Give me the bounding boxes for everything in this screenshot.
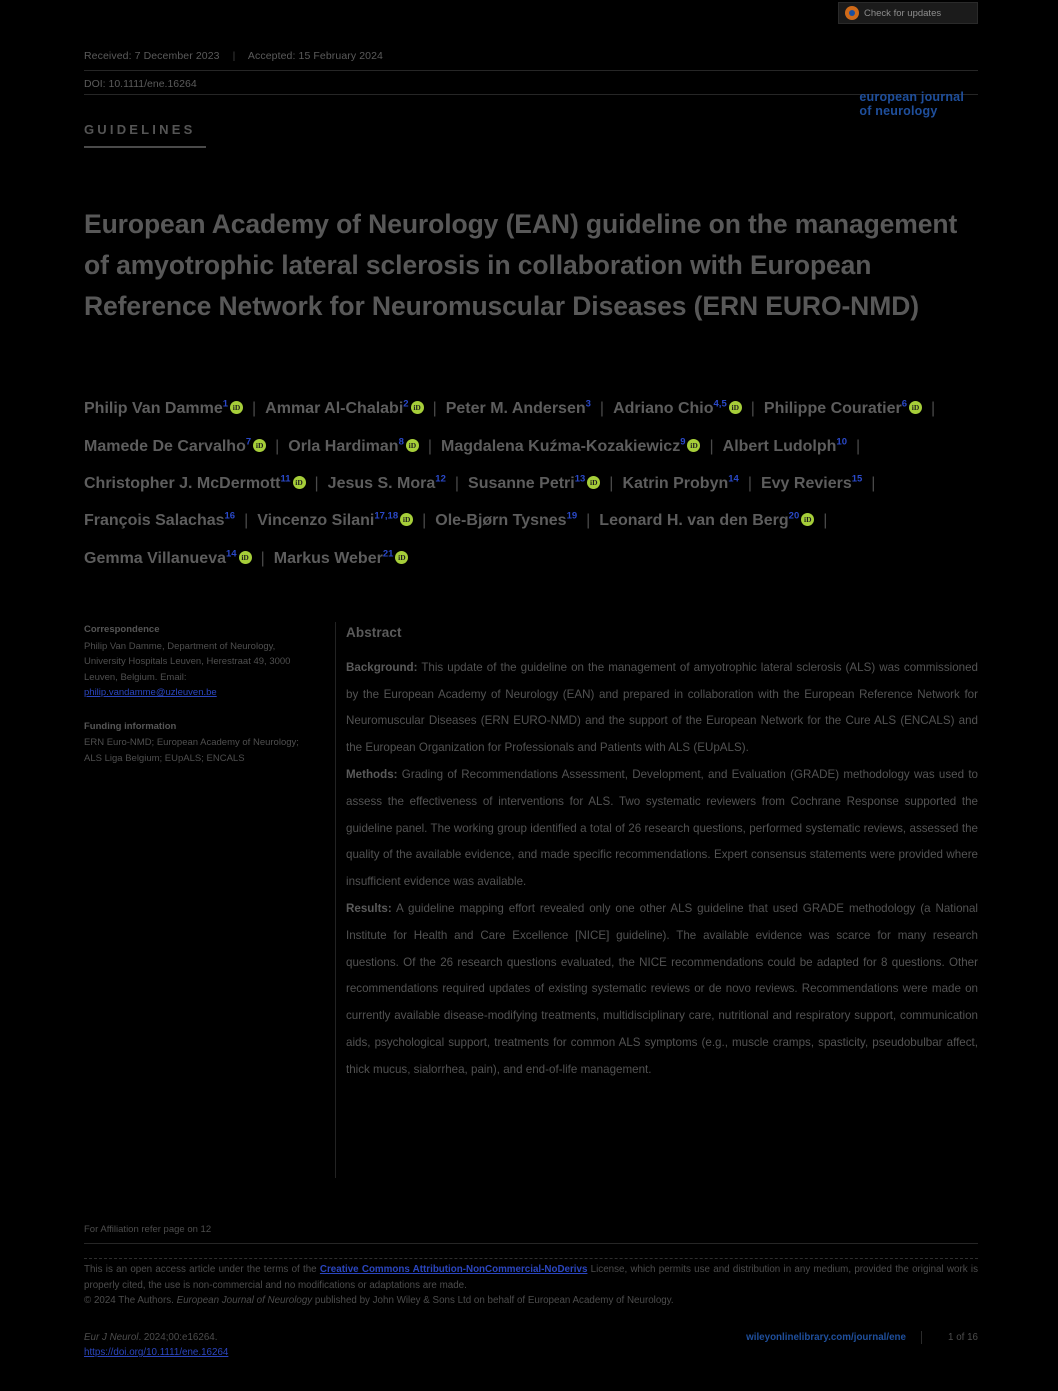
- author-affiliation-marker: 16: [224, 510, 236, 522]
- author-separator: |: [871, 474, 876, 492]
- author-15[interactable]: [84, 512, 235, 529]
- abstract-results: [346, 896, 978, 1084]
- doi-line: DOI: 10.1111/ene.16264: [84, 78, 197, 90]
- divider-top: [84, 70, 978, 71]
- author-affiliation-marker: 1: [222, 399, 229, 410]
- author-4[interactable]: [613, 400, 742, 417]
- author-name: Vincenzo Silani: [257, 512, 375, 530]
- author-name: Susanne Petri: [468, 474, 575, 492]
- author-name: Markus Weber: [273, 549, 383, 567]
- author-affiliation-marker: 3: [585, 399, 591, 410]
- orcid-icon[interactable]: [411, 401, 424, 414]
- author-affiliation-marker: 14: [226, 548, 237, 560]
- author-7[interactable]: [288, 438, 419, 455]
- author-separator: |: [823, 512, 828, 530]
- received-date: Received: 7 December 2023: [84, 50, 220, 62]
- doi-url-link[interactable]: https://doi.org/10.1111/ene.16264: [84, 1347, 229, 1358]
- author-name: Philippe Couratier: [763, 400, 902, 418]
- correspondence-block: [84, 622, 302, 701]
- correspondence-text: Philip Van Damme, Department of Neurology, University Hospitals Leuven, Herestraat 49, 3000 Leuven, Belgium.: [84, 640, 291, 683]
- divider-dashed: [84, 1258, 978, 1259]
- orcid-icon[interactable]: [293, 476, 306, 489]
- author-19[interactable]: [84, 550, 252, 567]
- footer-separator: [921, 1331, 922, 1344]
- abstract-section: [346, 620, 978, 1084]
- article-page: [84, 0, 978, 1391]
- author-separator: |: [252, 400, 257, 418]
- author-20[interactable]: [274, 550, 409, 567]
- page-number: 1 of 16: [948, 1332, 978, 1343]
- author-name: Adriano Chio: [613, 400, 714, 418]
- author-18[interactable]: [599, 512, 814, 529]
- copyright-post: published by John Wiley & Sons Ltd on behalf of European Academy of Neurology.: [312, 1295, 674, 1306]
- orcid-icon[interactable]: [239, 551, 252, 564]
- author-separator: |: [244, 512, 249, 530]
- author-affiliation-marker: 20: [788, 510, 800, 522]
- author-affiliation-marker: 11: [280, 473, 291, 485]
- author-8[interactable]: [441, 438, 700, 455]
- accepted-date: Accepted: 15 February 2024: [247, 50, 383, 62]
- author-separator: |: [750, 400, 755, 418]
- author-affiliation-marker: 15: [851, 473, 863, 485]
- author-name: Philip Van Damme: [84, 400, 223, 418]
- journal-url-link[interactable]: wileyonlinelibrary.com/journal/ene: [746, 1332, 906, 1343]
- author-name: Leonard H. van den Berg: [599, 512, 789, 530]
- funding-text: ERN Euro-NMD; European Academy of Neurology; ALS Liga Belgium; EUpALS; ENCALS: [84, 737, 299, 764]
- divider-under-doi: [84, 94, 978, 95]
- license-post: License, which permits use and distribution in any medium, provided the original work is properly cited, the use is non-commercial and no modifications or adaptations are made.: [84, 1264, 979, 1291]
- author-affiliation-marker: 17,18: [374, 510, 399, 522]
- author-affiliation-marker: 12: [435, 473, 446, 485]
- author-separator: |: [609, 474, 614, 492]
- section-label-underline: [84, 146, 206, 148]
- author-list: [84, 388, 978, 575]
- author-affiliation-marker: 21: [382, 548, 394, 560]
- journal-logo-line1: european journal: [859, 90, 964, 104]
- copyright-journal: European Journal of Neurology: [176, 1295, 313, 1306]
- author-separator: |: [747, 474, 752, 492]
- date-separator: |: [232, 50, 236, 62]
- orcid-icon[interactable]: [687, 439, 700, 452]
- author-name: Gemma Villanueva: [84, 549, 226, 567]
- orcid-icon[interactable]: [801, 513, 814, 526]
- author-separator: |: [432, 400, 437, 418]
- author-separator: |: [427, 437, 433, 455]
- author-name: Jesus S. Mora: [327, 474, 436, 492]
- author-name: Mamede De Carvalho: [84, 437, 246, 455]
- abstract-divider: [335, 622, 336, 1178]
- author-11[interactable]: [328, 475, 446, 492]
- abstract-background-text: This update of the guideline on the management of amyotrophic lateral sclerosis (ALS) was commissioned by the European Academy of Neurology (EAN) and prepared in collaboration with the European Reference Network for Neuromuscular Diseases (ERN EURO-NMD) and the support of the European Network for the Cure ALS (ENCALS) and the European Organization for Professionals and Patients with ALS (EUpALS).: [346, 660, 978, 755]
- author-5[interactable]: [764, 400, 922, 417]
- author-name: Christopher J. McDermott: [84, 474, 281, 492]
- email-link[interactable]: philip.vandamme@uzleuven.be: [84, 687, 217, 698]
- check-for-updates-badge[interactable]: [838, 2, 978, 24]
- funding-block: [84, 719, 302, 767]
- orcid-icon[interactable]: [909, 401, 922, 414]
- citation-detail: . 2024;00:e16264.: [138, 1332, 218, 1343]
- author-name: Magdalena Kuźma-Kozakiewicz: [441, 437, 681, 455]
- author-13[interactable]: [622, 475, 738, 492]
- abstract-results-label: Results:: [346, 901, 392, 915]
- author-12[interactable]: [468, 475, 600, 492]
- crossmark-icon: [845, 6, 859, 20]
- abstract-background: [346, 655, 978, 762]
- orcid-icon[interactable]: [400, 513, 413, 526]
- author-name: Ole-Bjørn Tysnes: [435, 512, 567, 530]
- abstract-background-label: Background:: [346, 660, 418, 674]
- journal-logo-line2: of neurology: [859, 104, 938, 119]
- citation-line: [84, 1330, 217, 1345]
- orcid-icon[interactable]: [230, 401, 243, 414]
- author-affiliation-marker: 19: [566, 510, 578, 522]
- author-separator: |: [586, 512, 591, 530]
- orcid-icon[interactable]: [253, 439, 266, 452]
- abstract-methods: [346, 762, 978, 896]
- affiliation-note: For Affiliation refer page on 12: [84, 1224, 212, 1235]
- citation-journal: Eur J Neurol: [84, 1332, 139, 1343]
- license-pre: This is an open access article under the terms of the: [84, 1264, 320, 1275]
- author-separator: |: [275, 437, 280, 455]
- author-name: Ammar Al-Chalabi: [265, 400, 404, 418]
- author-affiliation-marker: 8: [398, 436, 404, 448]
- author-separator: |: [454, 474, 460, 492]
- author-separator: |: [709, 437, 714, 455]
- author-separator: |: [314, 474, 319, 492]
- author-2[interactable]: [265, 400, 423, 417]
- author-affiliation-marker: 10: [836, 436, 847, 448]
- orcid-icon[interactable]: [406, 439, 419, 452]
- author-6[interactable]: [84, 438, 266, 455]
- author-name: Evy Reviers: [760, 474, 852, 492]
- author-separator: |: [422, 512, 427, 530]
- orcid-icon[interactable]: [587, 476, 600, 489]
- abstract-results-text: A guideline mapping effort revealed only one other ALS guideline that used GRADE methodology (a National Institute for Health and Care Excellence [NICE] guideline). The available evidence was scarce for many research questions. Of the 26 research questions evaluated, the NICE recommendations could be adapted for 8 questions. Other recommendations required updates of existing systematic reviews or de novo reviews. Recommendations were made on currently available disease-modifying treatments, multidisciplinary care, nutritional and respiratory support, communication aids, psychological support, treatments for common ALS symptoms (e.g., muscle cramps, spasticity, pseudobulbar affect, thick mucus, sialorrhea, pain), and end-of-life management.: [346, 901, 978, 1076]
- author-affiliation-marker: 13: [574, 473, 586, 485]
- author-affiliation-marker: 14: [728, 473, 739, 485]
- author-17[interactable]: [435, 512, 577, 529]
- author-separator: |: [930, 400, 936, 418]
- journal-logo: [859, 90, 964, 119]
- correspondence-column: [84, 622, 302, 784]
- email-label: Email:: [160, 671, 187, 683]
- author-1[interactable]: [84, 400, 243, 417]
- author-separator: |: [260, 549, 265, 567]
- author-name: Peter M. Andersen: [445, 400, 586, 418]
- correspondence-label: Correspondence: [84, 624, 160, 635]
- divider-footer: [84, 1243, 978, 1244]
- copyright-pre: © 2024 The Authors.: [84, 1295, 177, 1306]
- author-10[interactable]: [84, 475, 306, 492]
- author-9[interactable]: [723, 438, 847, 455]
- author-name: Orla Hardiman: [288, 437, 399, 455]
- author-name: François Salachas: [84, 512, 225, 530]
- author-separator: |: [855, 437, 861, 455]
- author-affiliation-marker: 7: [245, 436, 252, 448]
- abstract-heading: Abstract: [346, 625, 402, 640]
- check-for-updates-label: Check for updates: [864, 7, 942, 19]
- license-link[interactable]: Creative Commons Attribution-NonCommercial-NoDerivs: [319, 1264, 588, 1275]
- section-label: GUIDELINES: [84, 122, 196, 137]
- author-name: Katrin Probyn: [622, 474, 729, 492]
- author-affiliation-marker: 6: [901, 399, 907, 410]
- author-3[interactable]: [446, 400, 591, 417]
- author-name: Albert Ludolph: [722, 437, 837, 455]
- abstract-methods-text: Grading of Recommendations Assessment, Development, and Evaluation (GRADE) methodology was used to assess the effectiveness of interventions for ALS. Two systematic reviewers from Cochrane Response supported the guideline panel. The working group identified a total of 26 research questions, performed systematic reviews, assessed the quality of the available evidence, and made specific recommendations. Expert consensus statements were provided where insufficient evidence was available.: [346, 767, 978, 889]
- received-accepted-line: [84, 50, 383, 62]
- author-14[interactable]: [761, 475, 862, 492]
- page-title: European Academy of Neurology (EAN) guideline on the management of amyotrophic lateral sclerosis in collaboration with European Reference Network for Neuromuscular Diseases (ERN EURO-NMD): [84, 208, 958, 321]
- license-text: [84, 1262, 978, 1309]
- author-affiliation-marker: 2: [403, 399, 409, 410]
- abstract-methods-label: Methods:: [346, 767, 398, 781]
- author-affiliation-marker: 9: [680, 436, 686, 448]
- orcid-icon[interactable]: [395, 551, 408, 564]
- author-affiliation-marker: 4,5: [713, 399, 727, 410]
- funding-label: Funding information: [84, 720, 177, 732]
- author-separator: |: [599, 400, 605, 418]
- author-16[interactable]: [257, 512, 413, 529]
- orcid-icon[interactable]: [729, 401, 742, 414]
